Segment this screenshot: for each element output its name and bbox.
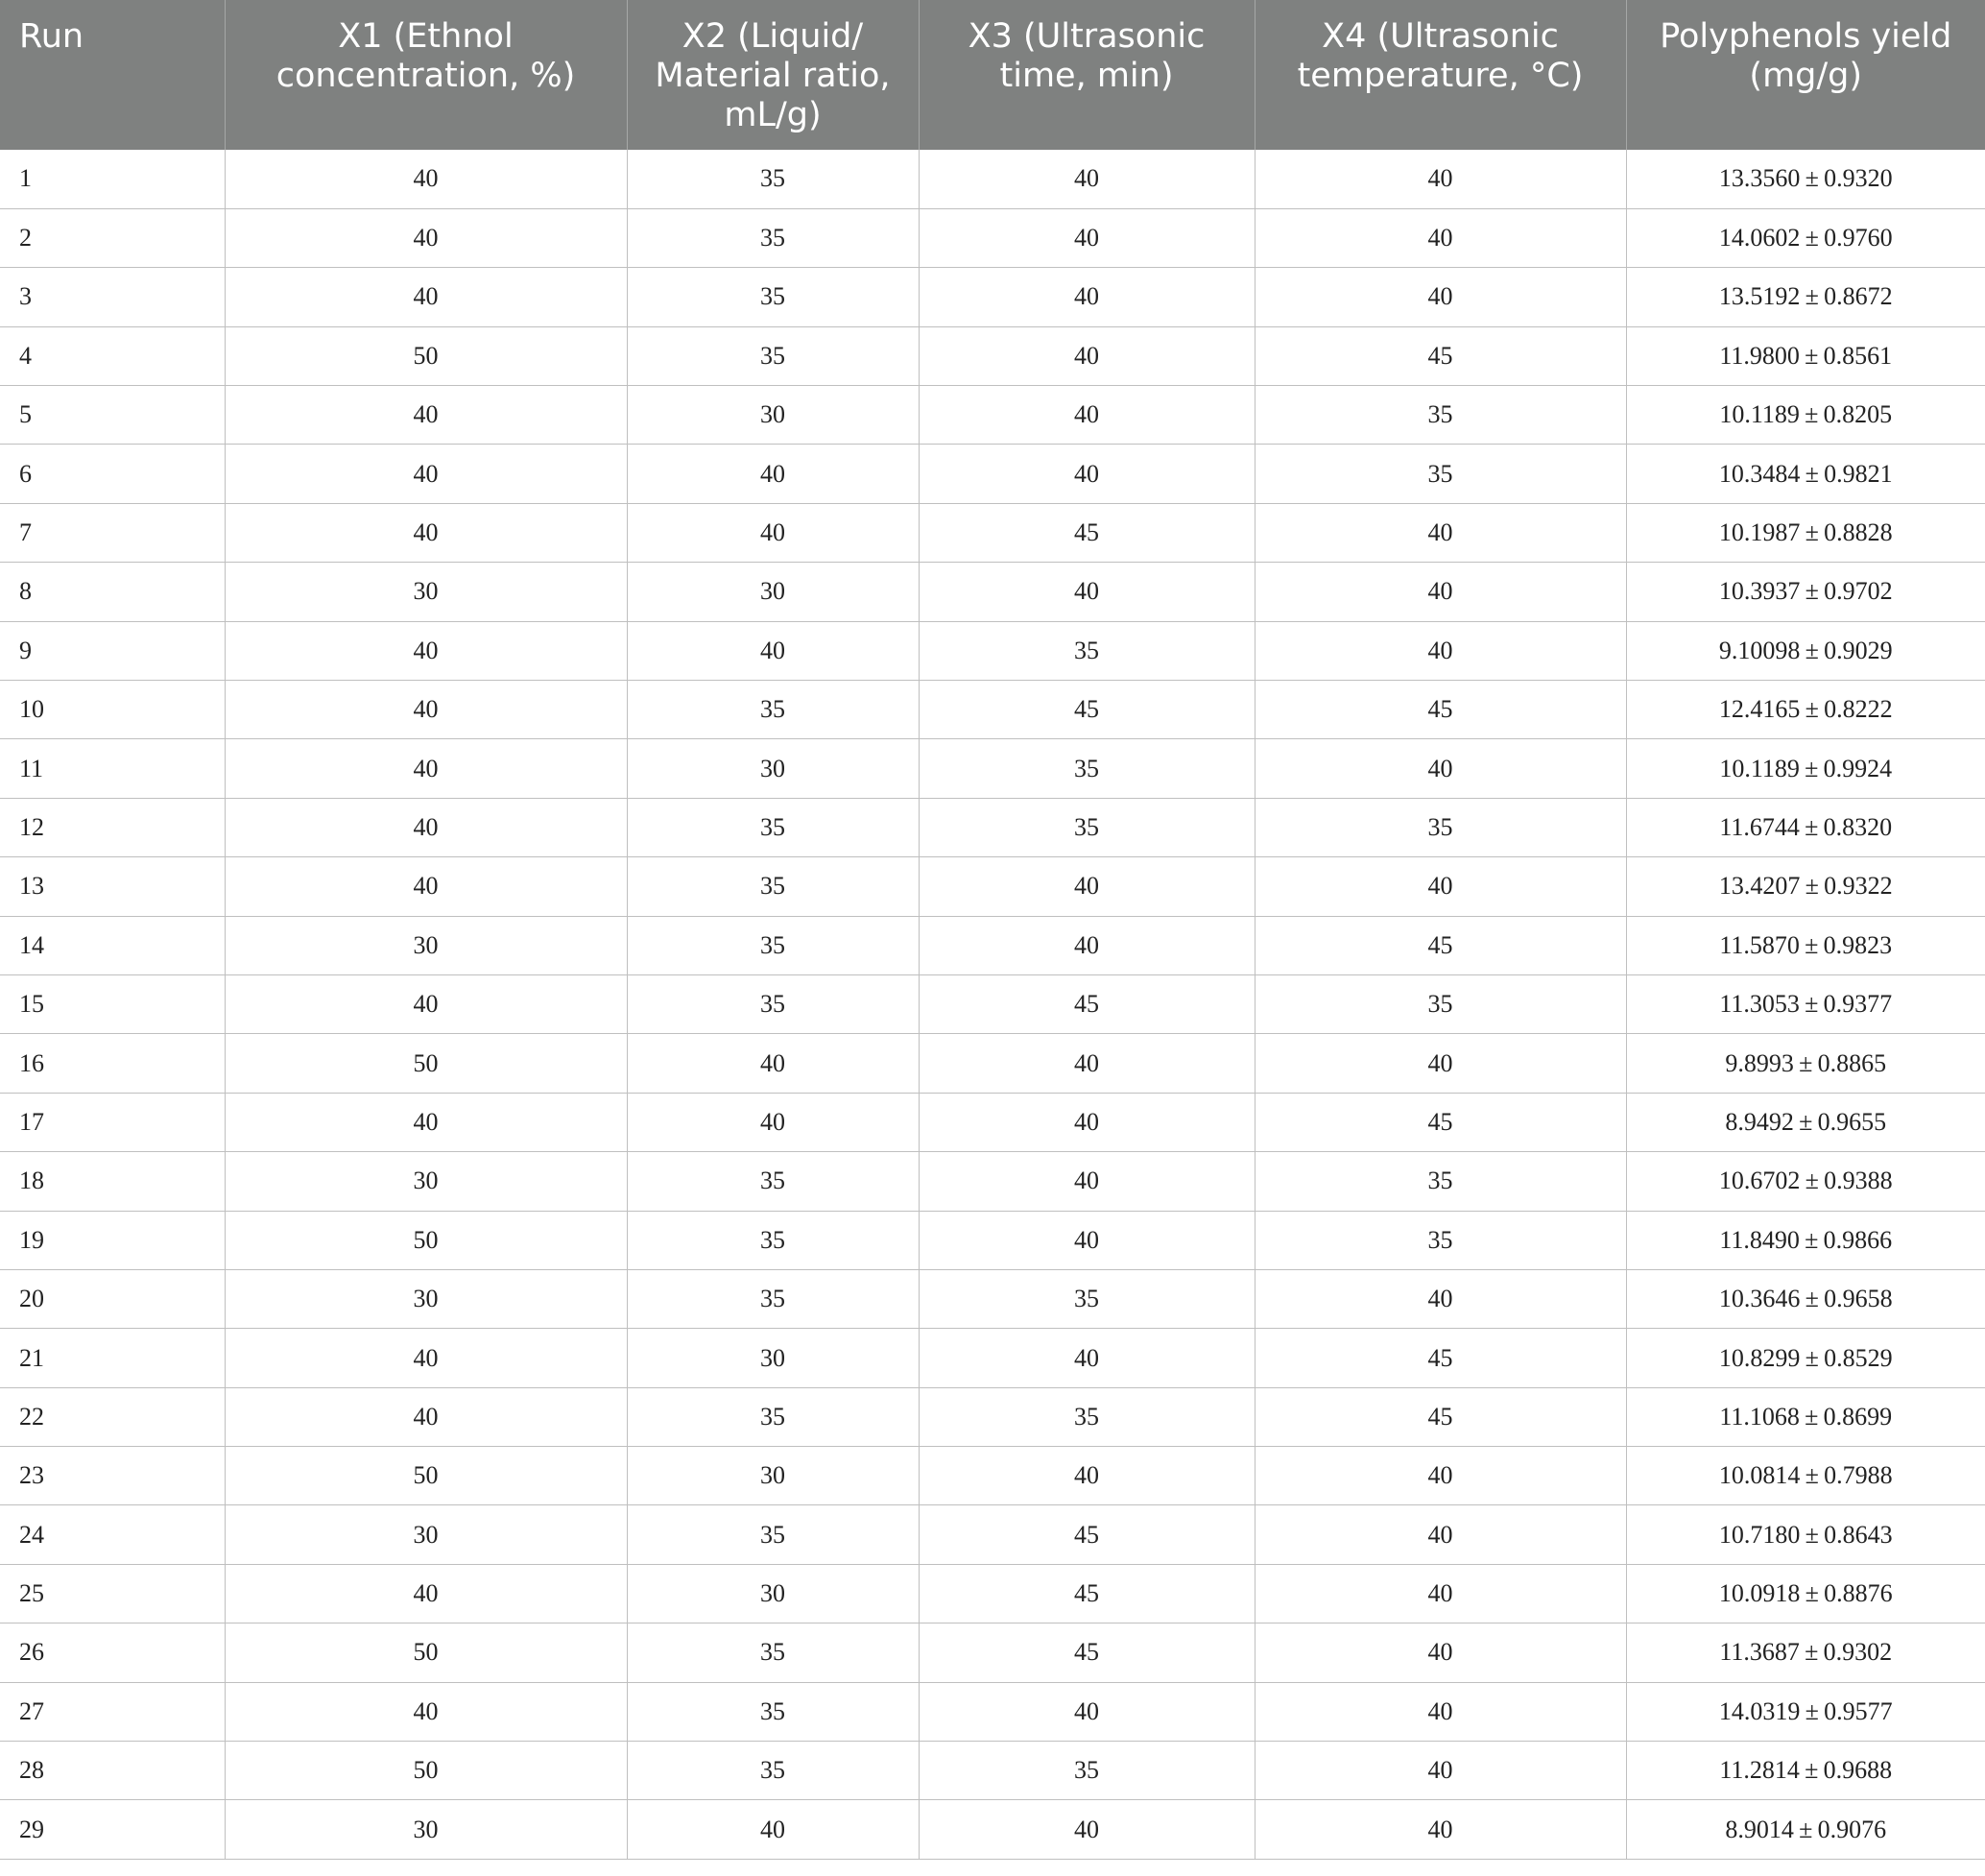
cell-x1: 40 bbox=[225, 1387, 627, 1446]
cell-x2: 35 bbox=[627, 1742, 919, 1800]
cell-run: 5 bbox=[0, 386, 225, 445]
cell-yield: 10.8299 ± 0.8529 bbox=[1626, 1329, 1985, 1387]
cell-run: 17 bbox=[0, 1093, 225, 1151]
cell-x3: 45 bbox=[919, 1564, 1255, 1623]
cell-x2: 35 bbox=[627, 798, 919, 856]
cell-x3: 45 bbox=[919, 681, 1255, 739]
table-row bbox=[0, 974, 1985, 1033]
header-x1: X1 (Ethnol concentration, %) bbox=[225, 0, 627, 150]
cell-x2: 30 bbox=[627, 386, 919, 445]
cell-x1: 50 bbox=[225, 1034, 627, 1093]
cell-x1: 30 bbox=[225, 916, 627, 974]
cell-x1: 50 bbox=[225, 1447, 627, 1505]
cell-x2: 30 bbox=[627, 739, 919, 798]
cell-x1: 40 bbox=[225, 621, 627, 680]
cell-run: 28 bbox=[0, 1742, 225, 1800]
cell-run: 15 bbox=[0, 974, 225, 1033]
table-row bbox=[0, 1447, 1985, 1505]
cell-x1: 40 bbox=[225, 503, 627, 562]
table-row bbox=[0, 208, 1985, 267]
header-row bbox=[0, 0, 1985, 150]
table-row bbox=[0, 681, 1985, 739]
table-row bbox=[0, 1152, 1985, 1211]
cell-x2: 35 bbox=[627, 681, 919, 739]
cell-x3: 40 bbox=[919, 150, 1255, 208]
cell-x3: 40 bbox=[919, 1152, 1255, 1211]
cell-run: 27 bbox=[0, 1682, 225, 1741]
table-row bbox=[0, 326, 1985, 385]
cell-yield: 14.0602 ± 0.9760 bbox=[1626, 208, 1985, 267]
cell-run: 4 bbox=[0, 326, 225, 385]
cell-run: 22 bbox=[0, 1387, 225, 1446]
cell-x4: 45 bbox=[1255, 1093, 1626, 1151]
cell-yield: 9.10098 ± 0.9029 bbox=[1626, 621, 1985, 680]
cell-x2: 30 bbox=[627, 1447, 919, 1505]
cell-run: 24 bbox=[0, 1505, 225, 1564]
cell-run: 12 bbox=[0, 798, 225, 856]
cell-x1: 40 bbox=[225, 150, 627, 208]
cell-x4: 45 bbox=[1255, 1387, 1626, 1446]
cell-yield: 11.5870 ± 0.9823 bbox=[1626, 916, 1985, 974]
cell-x4: 40 bbox=[1255, 1505, 1626, 1564]
cell-x2: 35 bbox=[627, 326, 919, 385]
cell-x2: 30 bbox=[627, 1329, 919, 1387]
cell-yield: 11.6744 ± 0.8320 bbox=[1626, 798, 1985, 856]
cell-x3: 40 bbox=[919, 1093, 1255, 1151]
cell-x4: 40 bbox=[1255, 1269, 1626, 1328]
cell-yield: 13.3560 ± 0.9320 bbox=[1626, 150, 1985, 208]
cell-x3: 40 bbox=[919, 1329, 1255, 1387]
cell-run: 25 bbox=[0, 1564, 225, 1623]
cell-run: 11 bbox=[0, 739, 225, 798]
cell-x2: 35 bbox=[627, 916, 919, 974]
cell-x4: 45 bbox=[1255, 1329, 1626, 1387]
cell-x4: 35 bbox=[1255, 1152, 1626, 1211]
table-row bbox=[0, 1564, 1985, 1623]
table-row bbox=[0, 563, 1985, 621]
cell-x4: 40 bbox=[1255, 1034, 1626, 1093]
cell-x3: 40 bbox=[919, 857, 1255, 916]
table-row bbox=[0, 1329, 1985, 1387]
cell-yield: 10.3646 ± 0.9658 bbox=[1626, 1269, 1985, 1328]
cell-x4: 40 bbox=[1255, 208, 1626, 267]
table-row bbox=[0, 268, 1985, 326]
cell-yield: 11.3053 ± 0.9377 bbox=[1626, 974, 1985, 1033]
cell-yield: 11.8490 ± 0.9866 bbox=[1626, 1211, 1985, 1269]
header-x2: X2 (Liquid/ Material ratio, mL/g) bbox=[627, 0, 919, 150]
cell-x1: 40 bbox=[225, 974, 627, 1033]
cell-x3: 40 bbox=[919, 1211, 1255, 1269]
cell-x2: 40 bbox=[627, 503, 919, 562]
cell-x1: 30 bbox=[225, 1152, 627, 1211]
cell-yield: 11.1068 ± 0.8699 bbox=[1626, 1387, 1985, 1446]
cell-x4: 40 bbox=[1255, 268, 1626, 326]
cell-run: 19 bbox=[0, 1211, 225, 1269]
cell-x4: 40 bbox=[1255, 1447, 1626, 1505]
cell-x2: 35 bbox=[627, 1269, 919, 1328]
cell-yield: 10.1189 ± 0.8205 bbox=[1626, 386, 1985, 445]
cell-x1: 30 bbox=[225, 1800, 627, 1859]
table-body bbox=[0, 150, 1985, 1859]
table-row bbox=[0, 445, 1985, 503]
cell-x2: 35 bbox=[627, 268, 919, 326]
table-row bbox=[0, 1269, 1985, 1328]
cell-x2: 35 bbox=[627, 1505, 919, 1564]
cell-yield: 10.0814 ± 0.7988 bbox=[1626, 1447, 1985, 1505]
cell-x2: 35 bbox=[627, 1387, 919, 1446]
cell-x4: 35 bbox=[1255, 974, 1626, 1033]
table-row bbox=[0, 916, 1985, 974]
cell-x2: 35 bbox=[627, 208, 919, 267]
cell-x1: 40 bbox=[225, 739, 627, 798]
cell-x2: 35 bbox=[627, 1682, 919, 1741]
cell-x2: 35 bbox=[627, 974, 919, 1033]
cell-x3: 40 bbox=[919, 208, 1255, 267]
cell-x4: 35 bbox=[1255, 798, 1626, 856]
cell-x2: 30 bbox=[627, 563, 919, 621]
cell-yield: 14.0319 ± 0.9577 bbox=[1626, 1682, 1985, 1741]
cell-run: 16 bbox=[0, 1034, 225, 1093]
cell-yield: 11.2814 ± 0.9688 bbox=[1626, 1742, 1985, 1800]
cell-x3: 35 bbox=[919, 1387, 1255, 1446]
cell-run: 20 bbox=[0, 1269, 225, 1328]
table-row bbox=[0, 1800, 1985, 1859]
cell-x3: 40 bbox=[919, 916, 1255, 974]
cell-x1: 40 bbox=[225, 1564, 627, 1623]
cell-x2: 40 bbox=[627, 1034, 919, 1093]
cell-x1: 50 bbox=[225, 1742, 627, 1800]
cell-run: 6 bbox=[0, 445, 225, 503]
cell-x3: 40 bbox=[919, 445, 1255, 503]
cell-x4: 35 bbox=[1255, 386, 1626, 445]
cell-x3: 40 bbox=[919, 1034, 1255, 1093]
cell-x4: 40 bbox=[1255, 621, 1626, 680]
table-row bbox=[0, 1682, 1985, 1741]
cell-x1: 40 bbox=[225, 208, 627, 267]
cell-yield: 10.3484 ± 0.9821 bbox=[1626, 445, 1985, 503]
table-row bbox=[0, 1093, 1985, 1151]
header-x4: X4 (Ultrasonic temperature, °C) bbox=[1255, 0, 1626, 150]
cell-x2: 35 bbox=[627, 1211, 919, 1269]
cell-yield: 10.1987 ± 0.8828 bbox=[1626, 503, 1985, 562]
table-row bbox=[0, 1505, 1985, 1564]
cell-run: 10 bbox=[0, 681, 225, 739]
cell-yield: 10.7180 ± 0.8643 bbox=[1626, 1505, 1985, 1564]
table-row bbox=[0, 1623, 1985, 1682]
cell-x4: 35 bbox=[1255, 1211, 1626, 1269]
cell-x2: 35 bbox=[627, 857, 919, 916]
cell-x4: 40 bbox=[1255, 1623, 1626, 1682]
cell-run: 18 bbox=[0, 1152, 225, 1211]
cell-x4: 35 bbox=[1255, 445, 1626, 503]
cell-x4: 40 bbox=[1255, 1682, 1626, 1741]
cell-x4: 40 bbox=[1255, 150, 1626, 208]
cell-x2: 35 bbox=[627, 1623, 919, 1682]
cell-x1: 50 bbox=[225, 1623, 627, 1682]
cell-yield: 10.0918 ± 0.8876 bbox=[1626, 1564, 1985, 1623]
cell-x4: 40 bbox=[1255, 1564, 1626, 1623]
cell-run: 21 bbox=[0, 1329, 225, 1387]
cell-x3: 35 bbox=[919, 798, 1255, 856]
cell-yield: 10.1189 ± 0.9924 bbox=[1626, 739, 1985, 798]
cell-x1: 40 bbox=[225, 1093, 627, 1151]
cell-run: 13 bbox=[0, 857, 225, 916]
cell-yield: 10.3937 ± 0.9702 bbox=[1626, 563, 1985, 621]
cell-x4: 40 bbox=[1255, 739, 1626, 798]
cell-x3: 45 bbox=[919, 974, 1255, 1033]
cell-x1: 40 bbox=[225, 1329, 627, 1387]
cell-run: 7 bbox=[0, 503, 225, 562]
cell-x3: 40 bbox=[919, 1800, 1255, 1859]
cell-run: 1 bbox=[0, 150, 225, 208]
table-row bbox=[0, 150, 1985, 208]
cell-x1: 50 bbox=[225, 326, 627, 385]
cell-yield: 8.9014 ± 0.9076 bbox=[1626, 1800, 1985, 1859]
cell-x2: 30 bbox=[627, 1564, 919, 1623]
cell-x1: 50 bbox=[225, 1211, 627, 1269]
table-row bbox=[0, 621, 1985, 680]
cell-yield: 8.9492 ± 0.9655 bbox=[1626, 1093, 1985, 1151]
cell-x1: 40 bbox=[225, 857, 627, 916]
cell-x4: 45 bbox=[1255, 326, 1626, 385]
cell-x2: 40 bbox=[627, 1800, 919, 1859]
cell-x2: 35 bbox=[627, 150, 919, 208]
table-row bbox=[0, 503, 1985, 562]
cell-x3: 35 bbox=[919, 621, 1255, 680]
cell-x4: 40 bbox=[1255, 857, 1626, 916]
cell-x1: 40 bbox=[225, 445, 627, 503]
cell-x3: 40 bbox=[919, 1682, 1255, 1741]
cell-x1: 40 bbox=[225, 386, 627, 445]
cell-x3: 35 bbox=[919, 739, 1255, 798]
cell-run: 3 bbox=[0, 268, 225, 326]
cell-run: 26 bbox=[0, 1623, 225, 1682]
table-row bbox=[0, 1387, 1985, 1446]
header-run: Run bbox=[0, 0, 225, 150]
cell-x3: 40 bbox=[919, 326, 1255, 385]
header-yield: Polyphenols yield (mg/g) bbox=[1626, 0, 1985, 150]
cell-yield: 11.3687 ± 0.9302 bbox=[1626, 1623, 1985, 1682]
cell-x1: 40 bbox=[225, 681, 627, 739]
cell-run: 8 bbox=[0, 563, 225, 621]
cell-x3: 45 bbox=[919, 503, 1255, 562]
cell-x3: 35 bbox=[919, 1742, 1255, 1800]
table-row bbox=[0, 798, 1985, 856]
cell-x4: 40 bbox=[1255, 503, 1626, 562]
cell-x3: 45 bbox=[919, 1623, 1255, 1682]
cell-x4: 45 bbox=[1255, 916, 1626, 974]
cell-x2: 35 bbox=[627, 1152, 919, 1211]
cell-x3: 35 bbox=[919, 1269, 1255, 1328]
cell-x1: 30 bbox=[225, 1505, 627, 1564]
cell-x3: 40 bbox=[919, 386, 1255, 445]
cell-x2: 40 bbox=[627, 621, 919, 680]
cell-run: 2 bbox=[0, 208, 225, 267]
cell-x4: 40 bbox=[1255, 1742, 1626, 1800]
cell-x3: 40 bbox=[919, 268, 1255, 326]
cell-x4: 45 bbox=[1255, 681, 1626, 739]
cell-x2: 40 bbox=[627, 1093, 919, 1151]
table-row bbox=[0, 1034, 1985, 1093]
cell-x1: 40 bbox=[225, 1682, 627, 1741]
table-row bbox=[0, 1742, 1985, 1800]
cell-x1: 30 bbox=[225, 563, 627, 621]
cell-yield: 10.6702 ± 0.9388 bbox=[1626, 1152, 1985, 1211]
cell-x1: 30 bbox=[225, 1269, 627, 1328]
cell-yield: 12.4165 ± 0.8222 bbox=[1626, 681, 1985, 739]
cell-x4: 40 bbox=[1255, 563, 1626, 621]
table-row bbox=[0, 1211, 1985, 1269]
table-row bbox=[0, 739, 1985, 798]
cell-x4: 40 bbox=[1255, 1800, 1626, 1859]
cell-x3: 40 bbox=[919, 563, 1255, 621]
cell-yield: 11.9800 ± 0.8561 bbox=[1626, 326, 1985, 385]
table-row bbox=[0, 386, 1985, 445]
cell-yield: 9.8993 ± 0.8865 bbox=[1626, 1034, 1985, 1093]
cell-x3: 40 bbox=[919, 1447, 1255, 1505]
cell-run: 29 bbox=[0, 1800, 225, 1859]
header-x3: X3 (Ultrasonic time, min) bbox=[919, 0, 1255, 150]
cell-x1: 40 bbox=[225, 268, 627, 326]
table-header bbox=[0, 0, 1985, 150]
cell-run: 9 bbox=[0, 621, 225, 680]
cell-yield: 13.4207 ± 0.9322 bbox=[1626, 857, 1985, 916]
cell-run: 23 bbox=[0, 1447, 225, 1505]
cell-x2: 40 bbox=[627, 445, 919, 503]
cell-x3: 45 bbox=[919, 1505, 1255, 1564]
cell-x1: 40 bbox=[225, 798, 627, 856]
cell-yield: 13.5192 ± 0.8672 bbox=[1626, 268, 1985, 326]
cell-run: 14 bbox=[0, 916, 225, 974]
table-row bbox=[0, 857, 1985, 916]
